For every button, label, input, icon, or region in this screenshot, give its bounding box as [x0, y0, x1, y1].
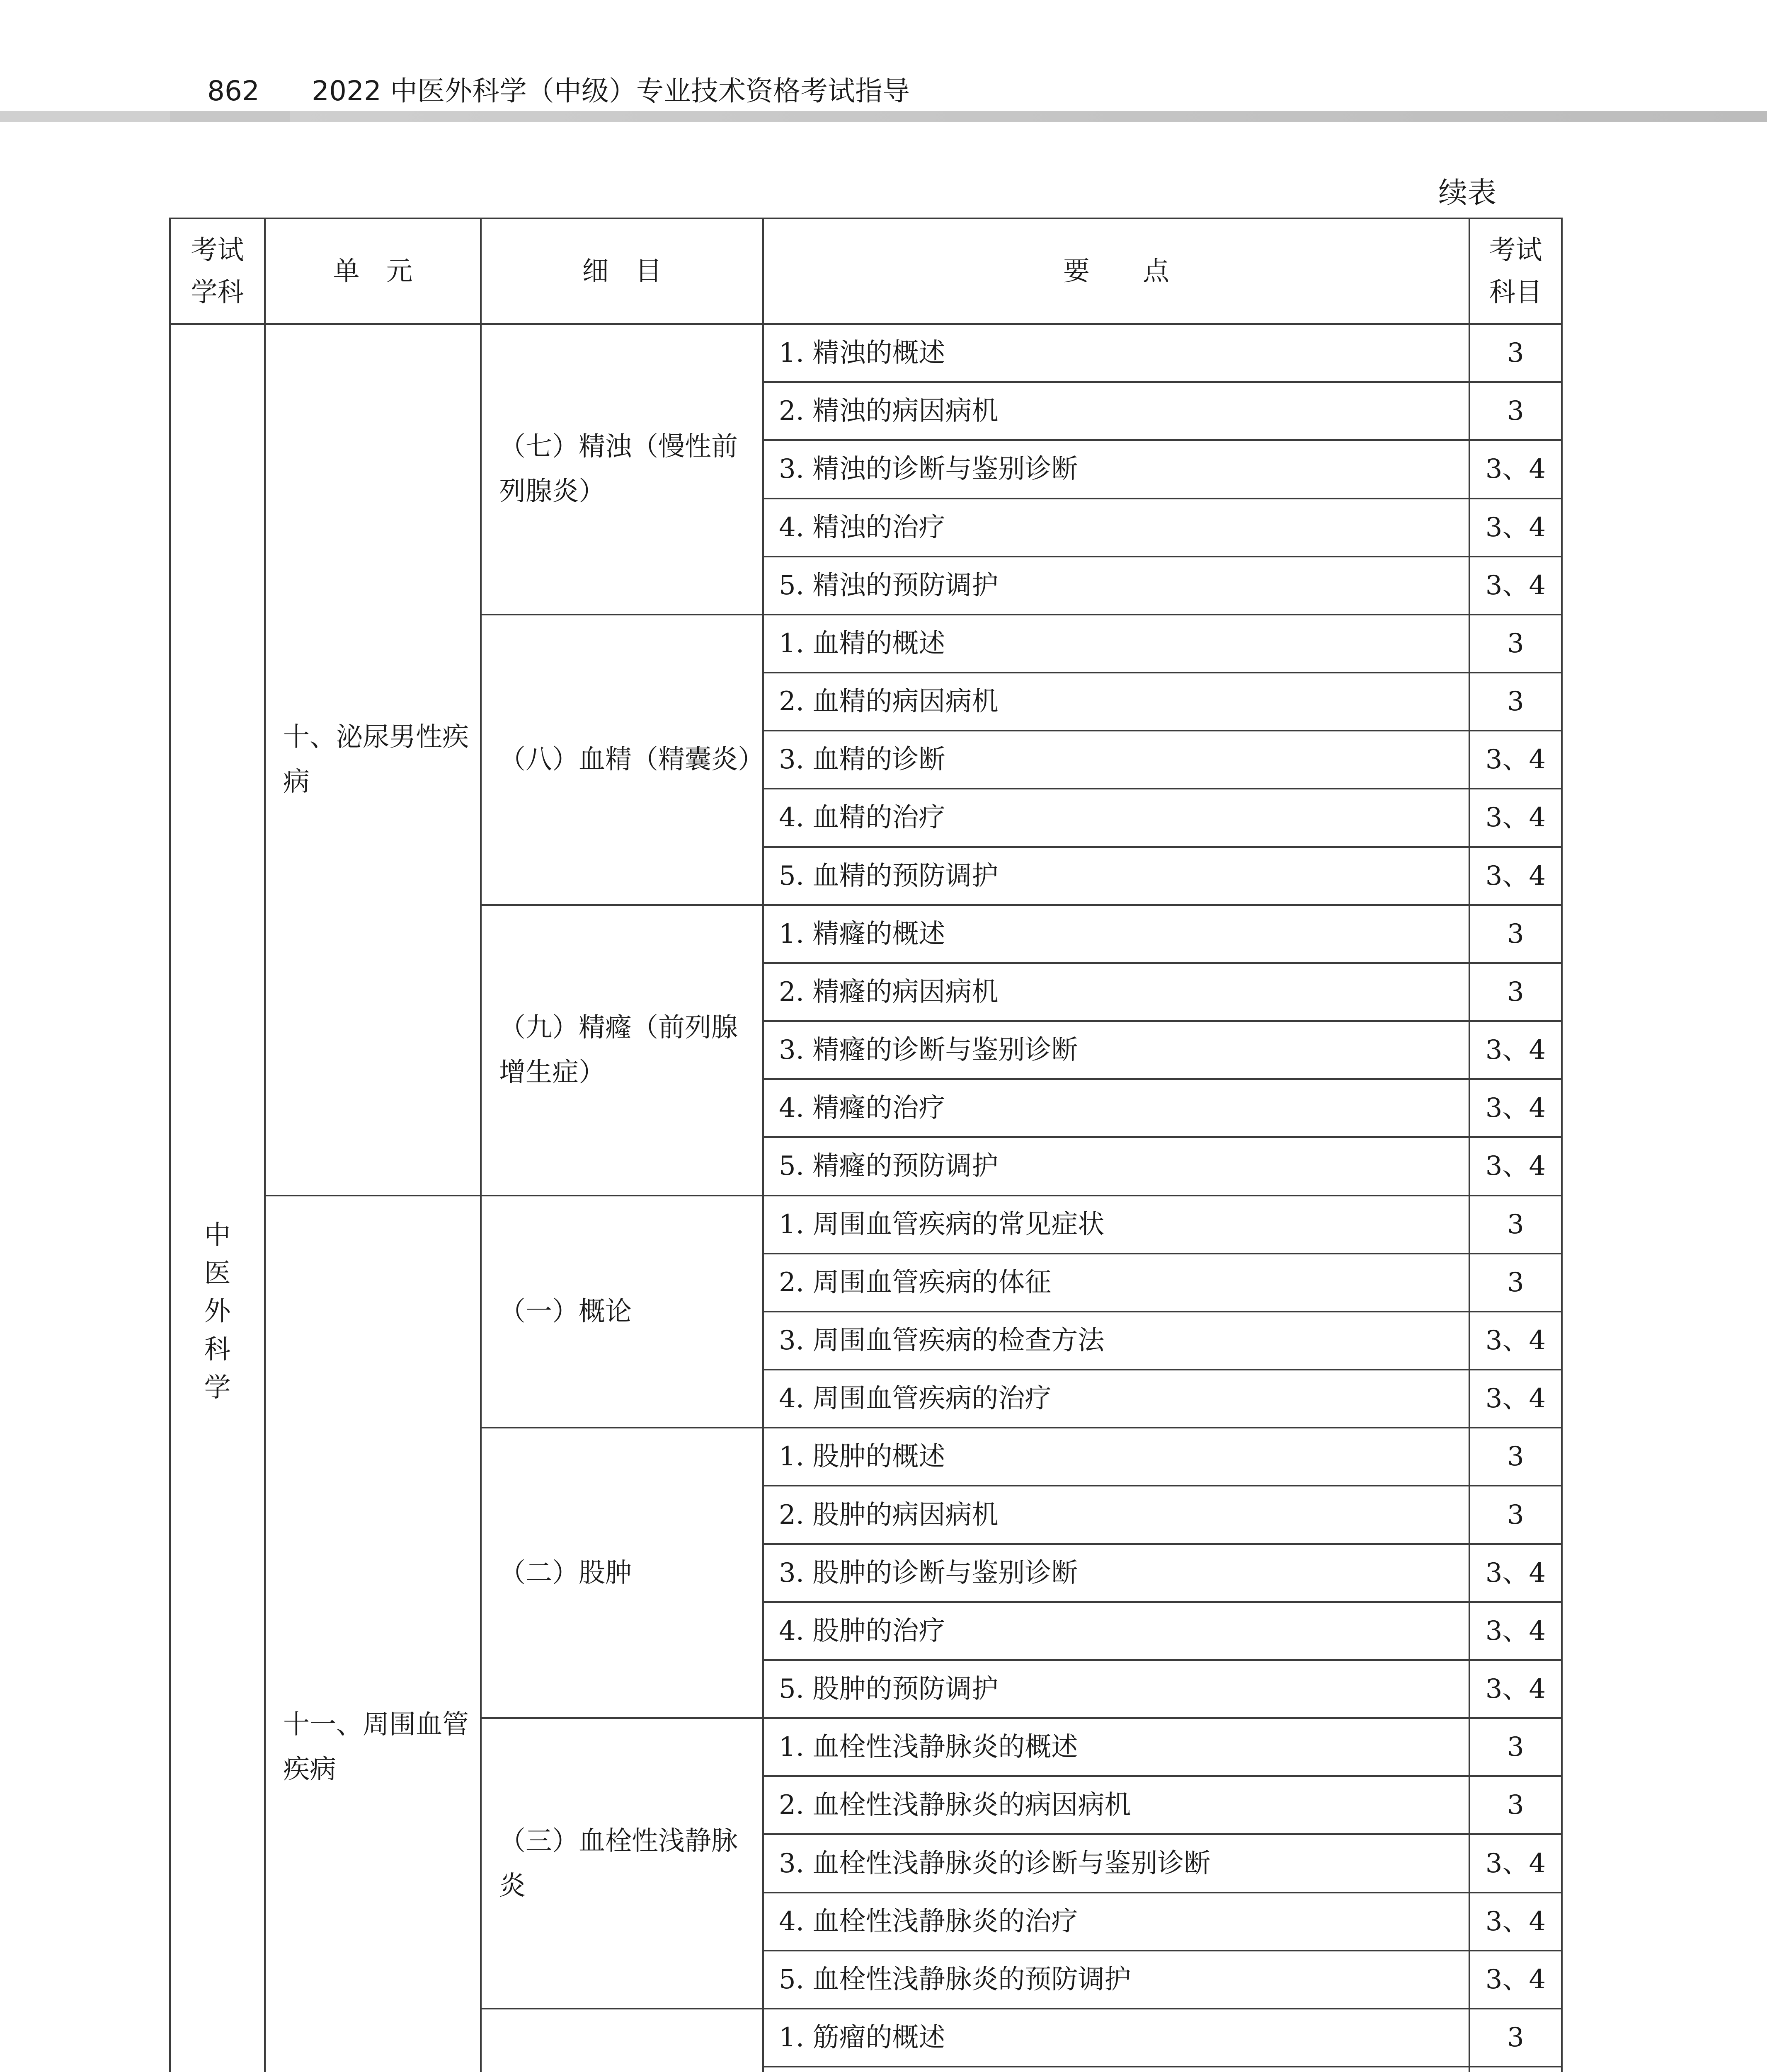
detail-cell: （三）血栓性浅静脉炎	[481, 1718, 763, 2009]
point-cell: 4. 股肿的治疗	[763, 1602, 1469, 1660]
unit-cell: 十、泌尿男性疾病	[265, 324, 481, 1196]
level-cell: 3	[1469, 382, 1562, 440]
level-cell: 3、4	[1469, 557, 1562, 615]
exam-syllabus-table	[169, 218, 1563, 2072]
detail-cell: （八）血精（精囊炎）	[481, 615, 763, 905]
level-cell: 3	[1469, 963, 1562, 1021]
level-cell: 3、4	[1469, 1137, 1562, 1195]
point-cell: 2. 精浊的病因病机	[763, 382, 1469, 440]
point-cell: 1. 精浊的概述	[763, 324, 1469, 382]
level-cell: 3	[1469, 1254, 1562, 1312]
level-cell: 3	[1469, 324, 1562, 382]
level-cell	[1469, 2067, 1562, 2072]
level-cell: 3	[1469, 905, 1562, 963]
point-cell: 3. 血精的诊断	[763, 731, 1469, 789]
point-cell: 5. 血精的预防调护	[763, 847, 1469, 905]
level-cell: 3、4	[1469, 1370, 1562, 1428]
level-cell: 3	[1469, 1776, 1562, 1834]
point-cell: 5. 精浊的预防调护	[763, 557, 1469, 615]
header-points: 要 点	[763, 218, 1469, 324]
level-cell: 3	[1469, 1486, 1562, 1544]
level-cell: 3、4	[1469, 1312, 1562, 1370]
detail-cell: （一）概论	[481, 1196, 763, 1428]
level-cell: 3、4	[1469, 499, 1562, 557]
detail-cell: （七）精浊（慢性前列腺炎）	[481, 324, 763, 615]
point-cell: 2. 血精的病因病机	[763, 673, 1469, 731]
point-cell: 5. 血栓性浅静脉炎的预防调护	[763, 1951, 1469, 2009]
point-cell: 1. 精癃的概述	[763, 905, 1469, 963]
level-cell: 3、4	[1469, 731, 1562, 789]
point-cell: 1. 血栓性浅静脉炎的概述	[763, 1718, 1469, 1776]
point-cell: 3. 股肿的诊断与鉴别诊断	[763, 1544, 1469, 1602]
point-cell: 4. 精浊的治疗	[763, 499, 1469, 557]
level-cell: 3	[1469, 1196, 1562, 1254]
table-body	[170, 324, 1562, 2072]
level-cell: 3	[1469, 673, 1562, 731]
subject-label: 中医外科学	[204, 1220, 231, 1403]
point-cell: 2. 周围血管疾病的体征	[763, 1254, 1469, 1312]
point-cell: 2. 血栓性浅静脉炎的病因病机	[763, 1776, 1469, 1834]
level-cell: 3、4	[1469, 1079, 1562, 1137]
point-cell: 1. 筋瘤的概述	[763, 2009, 1469, 2067]
point-cell: 4. 血栓性浅静脉炎的治疗	[763, 1893, 1469, 1951]
point-cell: 3. 精浊的诊断与鉴别诊断	[763, 440, 1469, 498]
level-cell: 3、4	[1469, 1951, 1562, 2009]
detail-cell	[481, 2009, 763, 2072]
point-cell: 5. 股肿的预防调护	[763, 1660, 1469, 1718]
header-subject: 考试学科	[170, 218, 265, 324]
detail-cell: （九）精癃（前列腺增生症）	[481, 905, 763, 1196]
level-cell: 3	[1469, 2009, 1562, 2067]
level-cell: 3	[1469, 615, 1562, 673]
header-level: 考试科目	[1469, 218, 1562, 324]
page-number: 862	[207, 75, 259, 107]
point-cell: 1. 血精的概述	[763, 615, 1469, 673]
level-cell: 3、4	[1469, 789, 1562, 847]
level-cell: 3、4	[1469, 1544, 1562, 1602]
table-row	[170, 1196, 1562, 1254]
level-cell: 3、4	[1469, 1602, 1562, 1660]
header-rule-accent	[170, 111, 290, 122]
point-cell: 3. 周围血管疾病的检查方法	[763, 1312, 1469, 1370]
level-cell: 3	[1469, 1428, 1562, 1486]
header-detail: 细 目	[481, 218, 763, 324]
header-unit: 单 元	[265, 218, 481, 324]
header-rule	[0, 111, 1767, 122]
point-cell: 5. 精癃的预防调护	[763, 1137, 1469, 1195]
table-header-row	[170, 218, 1562, 324]
continued-label: 续表	[1438, 176, 1496, 210]
level-cell: 3、4	[1469, 1660, 1562, 1718]
point-cell: 2. 精癃的病因病机	[763, 963, 1469, 1021]
table-row	[170, 324, 1562, 382]
point-cell: 3. 血栓性浅静脉炎的诊断与鉴别诊断	[763, 1834, 1469, 1892]
point-cell: 1. 周围血管疾病的常见症状	[763, 1196, 1469, 1254]
level-cell: 3、4	[1469, 847, 1562, 905]
point-cell: 4. 周围血管疾病的治疗	[763, 1370, 1469, 1428]
subject-cell	[170, 324, 265, 2072]
level-cell: 3、4	[1469, 1834, 1562, 1892]
level-cell: 3、4	[1469, 1893, 1562, 1951]
point-cell: 4. 血精的治疗	[763, 789, 1469, 847]
level-cell: 3、4	[1469, 1021, 1562, 1079]
point-cell: 4. 精癃的治疗	[763, 1079, 1469, 1137]
book-title: 2022 中医外科学（中级）专业技术资格考试指导	[312, 75, 910, 107]
level-cell: 3、4	[1469, 440, 1562, 498]
point-cell: 2. 股肿的病因病机	[763, 1486, 1469, 1544]
level-cell: 3	[1469, 1718, 1562, 1776]
detail-cell: （二）股肿	[481, 1428, 763, 1718]
unit-cell: 十一、周围血管疾病	[265, 1196, 481, 2072]
point-cell: 3. 精癃的诊断与鉴别诊断	[763, 1021, 1469, 1079]
point-cell: 1. 股肿的概述	[763, 1428, 1469, 1486]
point-cell	[763, 2067, 1469, 2072]
